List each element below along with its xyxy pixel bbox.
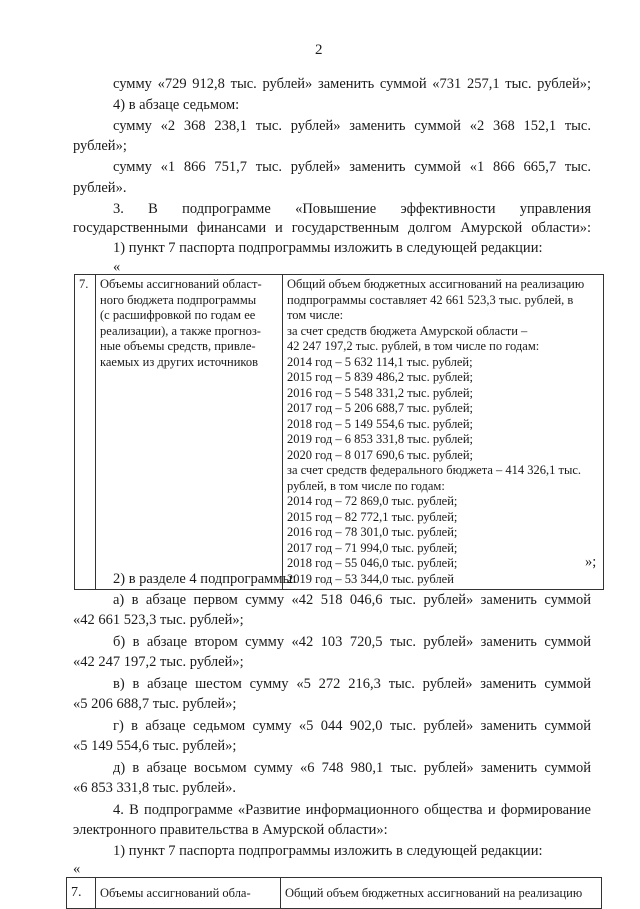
label-line: ного бюджета подпрограммы [100, 292, 257, 307]
row-value: Общий объем бюджетных ассигнований на реализацию [281, 878, 602, 909]
value-line: 2017 год – 71 994,0 тыс. рублей; [287, 540, 458, 555]
text-line: в) в абзаце шестом сумму «5 272 216,3 тыс. рублей» заменить суммой [113, 676, 591, 692]
passport-table [74, 274, 604, 590]
value-line: 2017 год – 5 206 688,7 тыс. рублей; [287, 401, 474, 415]
value-line: 2019 год – 6 853 331,8 тыс. рублей; [287, 432, 474, 446]
text-line: 2) в разделе 4 подпрограммы: [113, 571, 297, 587]
row-label: Объемы ассигнований обла- [96, 878, 281, 909]
text-line: «6 853 331,8 тыс. рублей». [73, 780, 236, 796]
value-line: 2016 год – 78 301,0 тыс. рублей; [287, 525, 458, 539]
table-row [67, 878, 602, 909]
text-line: государственными финансами и государственным долгом Амурской области»: [73, 220, 591, 236]
value-line: 2014 год – 72 869,0 тыс. рублей; [287, 494, 458, 508]
text-line: г) в абзаце седьмом сумму «5 044 902,0 тыс. рублей» заменить суммой [113, 718, 591, 734]
open-quote: « [113, 259, 121, 275]
row-label [96, 275, 283, 590]
row-value [283, 275, 604, 590]
label-line: ные объемы средств, привле- [100, 339, 256, 353]
text-line: электронного правительства в Амурской области»: [73, 822, 388, 838]
label-line: (с расшифровкой по годам ее [100, 308, 256, 322]
text-line: 1) пункт 7 паспорта подпрограммы изложить в следующей редакции: [113, 843, 543, 859]
text-line: 1) пункт 7 паспорта подпрограммы изложить в следующей редакции: [113, 240, 543, 256]
text-line: 3. В подпрограмме «Повышение эффективности управления [113, 201, 591, 217]
value-line: 2015 год – 5 839 486,2 тыс. рублей; [287, 370, 474, 384]
value-line: 42 247 197,2 тыс. рублей, в том числе по годам: [287, 339, 540, 353]
value-line: рублей, в том числе по годам: [287, 478, 445, 493]
table-row [75, 275, 604, 590]
text-line: 4) в абзаце седьмом: [113, 97, 240, 113]
row-number: 7. [67, 878, 96, 909]
label-line: реализации), а также прогноз- [100, 323, 261, 338]
text-line: рублей». [73, 180, 127, 196]
value-line: 2016 год – 5 548 331,2 тыс. рублей; [287, 385, 474, 400]
text-line: «42 661 523,3 тыс. рублей»; [73, 612, 244, 628]
value-line: за счет средств бюджета Амурской области – [287, 323, 528, 338]
value-line: том числе: [287, 308, 344, 322]
text-line: «42 247 197,2 тыс. рублей»; [73, 654, 244, 670]
value-line: Общий объем бюджетных ассигнований на реализацию [287, 277, 585, 291]
text-line: а) в абзаце первом сумму «42 518 046,6 тыс. рублей» заменить суммой [113, 592, 591, 608]
close-quote: »; [585, 554, 597, 570]
text-line: «5 149 554,6 тыс. рублей»; [73, 738, 237, 754]
value-line: подпрограммы составляет 42 661 523,3 тыс. рублей, в [287, 292, 574, 307]
text-line: «5 206 688,7 тыс. рублей»; [73, 696, 237, 712]
value-line: 2020 год – 8 017 690,6 тыс. рублей; [287, 447, 474, 462]
value-line: 2018 год – 55 046,0 тыс. рублей; [287, 556, 458, 570]
open-quote: « [73, 861, 81, 877]
text-line: д) в абзаце восьмом сумму «6 748 980,1 тыс. рублей» заменить суммой [113, 760, 591, 776]
value-line: 2018 год – 5 149 554,6 тыс. рублей; [287, 416, 474, 431]
label-line: Объемы ассигнований област- [100, 277, 262, 291]
passport-table-2 [66, 877, 602, 909]
text-line: б) в абзаце втором сумму «42 103 720,5 тыс. рублей» заменить суммой [113, 634, 591, 650]
page-number: 2 [315, 42, 323, 58]
text-line: сумму «1 866 751,7 тыс. рублей» заменить суммой «1 866 665,7 тыс. [113, 159, 591, 175]
text-line: 4. В подпрограмме «Развитие информационного общества и формирование [113, 802, 591, 818]
value-line: за счет средств федерального бюджета – 414 326,1 тыс. [287, 463, 582, 477]
value-line: 2015 год – 82 772,1 тыс. рублей; [287, 509, 458, 524]
text-line: рублей»; [73, 138, 127, 154]
value-line: 2019 год – 53 344,0 тыс. рублей [287, 571, 454, 586]
label-line: каемых из других источников [100, 354, 259, 369]
value-line: 2014 год – 5 632 114,1 тыс. рублей; [287, 354, 473, 369]
text-line: сумму «729 912,8 тыс. рублей» заменить суммой «731 257,1 тыс. рублей»; [113, 76, 591, 92]
text-line: сумму «2 368 238,1 тыс. рублей» заменить суммой «2 368 152,1 тыс. [113, 118, 591, 134]
row-number: 7. [75, 275, 96, 590]
